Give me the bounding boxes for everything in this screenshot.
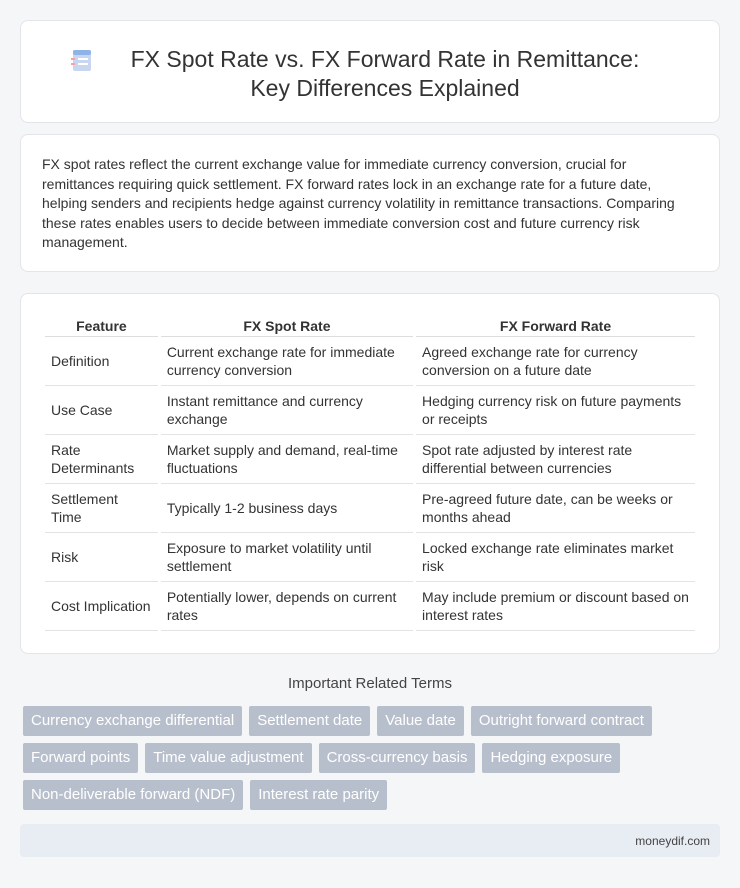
related-term-tag[interactable]: Non-deliverable forward (NDF): [23, 780, 243, 810]
footer: [20, 824, 720, 857]
table-header-row: [45, 316, 695, 337]
spot-cell: Instant remittance and currency exchange: [161, 386, 413, 435]
feature-cell: Risk: [45, 533, 158, 582]
column-header-forward: FX Forward Rate: [416, 316, 695, 337]
related-term-tag[interactable]: Hedging exposure: [482, 743, 620, 773]
forward-cell: Locked exchange rate eliminates market risk: [416, 533, 695, 582]
feature-cell: Rate Determinants: [45, 435, 158, 484]
related-term-tag[interactable]: Forward points: [23, 743, 138, 773]
forward-cell: May include premium or discount based on interest rates: [416, 582, 695, 631]
spot-cell: Exposure to market volatility until settlement: [161, 533, 413, 582]
comparison-card: [20, 293, 720, 654]
title-card: [20, 20, 720, 123]
related-term-tag[interactable]: Currency exchange differential: [23, 706, 242, 736]
table-row: [45, 582, 695, 631]
related-term-tag[interactable]: Settlement date: [249, 706, 370, 736]
footer-site-link[interactable]: moneydif.com: [635, 834, 710, 848]
forward-cell: Agreed exchange rate for currency conversion on a future date: [416, 337, 695, 386]
feature-cell: Settlement Time: [45, 484, 158, 533]
table-row: [45, 484, 695, 533]
forward-cell: Spot rate adjusted by interest rate differential between currencies: [416, 435, 695, 484]
intro-card: [20, 134, 720, 272]
table-row: [45, 386, 695, 435]
spot-cell: Potentially lower, depends on current rates: [161, 582, 413, 631]
related-term-tag[interactable]: Cross-currency basis: [319, 743, 476, 773]
spot-cell: Typically 1-2 business days: [161, 484, 413, 533]
related-term-tag[interactable]: Interest rate parity: [250, 780, 387, 810]
related-term-tag[interactable]: Value date: [377, 706, 464, 736]
column-header-feature: Feature: [45, 316, 158, 337]
related-term-tag[interactable]: Outright forward contract: [471, 706, 652, 736]
feature-cell: Definition: [45, 337, 158, 386]
feature-cell: Cost Implication: [45, 582, 158, 631]
table-row: [45, 533, 695, 582]
spot-cell: Current exchange rate for immediate currency conversion: [161, 337, 413, 386]
related-terms-list: [23, 706, 703, 810]
feature-cell: Use Case: [45, 386, 158, 435]
intro-paragraph: FX spot rates reflect the current exchange value for immediate currency conversion, crucial for remittances requiring quick settlement. FX forward rates lock in an exchange rate for a future date, helping senders and recipients hedge against currency volatility in remittance transactions. Comparing these rates enables users to decide between immediate conversion cost and future currency risk management.: [42, 156, 675, 251]
column-header-spot: FX Spot Rate: [161, 316, 413, 337]
forward-cell: Hedging currency risk on future payments or receipts: [416, 386, 695, 435]
page-title: FX Spot Rate vs. FX Forward Rate in Remittance: Key Differences Explained: [130, 46, 640, 101]
related-term-tag[interactable]: Time value adjustment: [145, 743, 311, 773]
comparison-table: [42, 316, 698, 631]
related-terms-title: Important Related Terms: [288, 675, 452, 692]
table-row: [45, 435, 695, 484]
table-row: [45, 337, 695, 386]
spot-cell: Market supply and demand, real-time fluctuations: [161, 435, 413, 484]
forward-cell: Pre-agreed future date, can be weeks or months ahead: [416, 484, 695, 533]
